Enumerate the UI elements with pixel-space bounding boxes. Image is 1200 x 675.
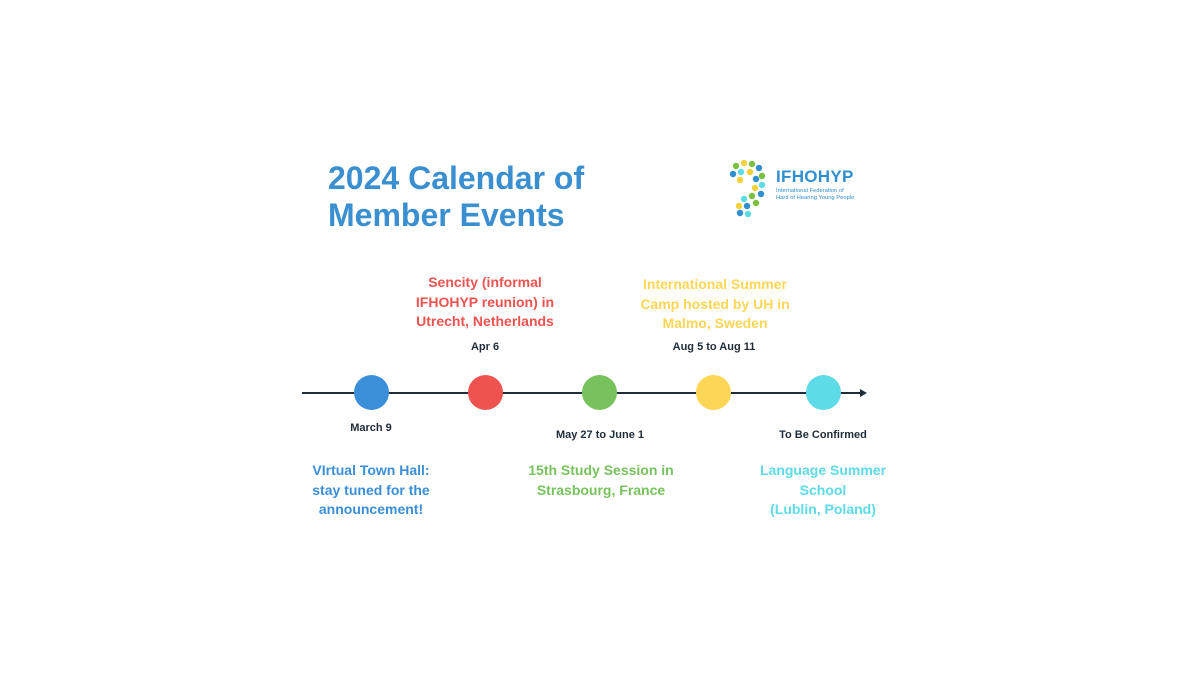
event-date-may-27-june-1: May 27 to June 1 [555,429,645,441]
event-dot-march-9 [354,375,389,410]
event-desc-line: Strasbourg, France [536,481,666,498]
event-date-apr-6: Apr 6 [470,341,500,353]
logo-name: IFHOHYP [776,167,854,186]
page-title [328,160,584,234]
event-dot-apr-6 [468,375,503,410]
ifhohyp-logo [728,158,888,218]
event-desc-line: (Lublin, Poland) [770,501,876,517]
logo-dots-icon [728,158,772,218]
event-desc-line: 15th Study Session in [528,462,674,478]
event-date-march-9: March 9 [350,422,392,434]
event-dot-aug-5 [696,375,731,410]
timeline-arrow-icon [860,389,867,397]
event-desc-line: Sencity (informal [428,274,542,290]
event-desc-line: VIrtual Town Hall: [312,462,430,478]
event-desc-line: Camp hosted by UH in [640,295,790,312]
event-desc-line: International Summer [643,276,787,292]
title-line-1: 2024 Calendar of [328,160,585,196]
event-date-to-be-confirmed: To Be Confirmed [779,429,867,441]
event-desc-line: announcement! [318,501,424,517]
event-desc-line: Utrecht, Netherlands [416,313,554,329]
event-desc-virtual-town-hall [286,461,456,520]
event-desc-line: Language Summer [759,462,887,478]
event-desc-language-school [738,461,908,520]
event-dot-tbc [806,375,841,410]
logo-subtitle-line-2: Hard of Hearing Young People [776,195,855,201]
event-dot-may-27 [582,375,617,410]
event-desc-summer-camp [630,275,800,334]
event-desc-sencity [400,273,570,332]
logo-subtitle [776,188,886,202]
event-desc-line: IFHOHYP reunion) in [415,293,555,310]
event-desc-line: School [799,481,847,498]
title-line-2: Member Events [328,197,565,233]
event-desc-study-session [516,461,686,500]
event-desc-line: Malmo, Sweden [662,315,768,331]
event-date-aug-5-aug-11: Aug 5 to Aug 11 [672,341,756,353]
logo-subtitle-line-1: International Federation of [776,188,844,194]
event-desc-line: stay tuned for the [312,481,430,498]
